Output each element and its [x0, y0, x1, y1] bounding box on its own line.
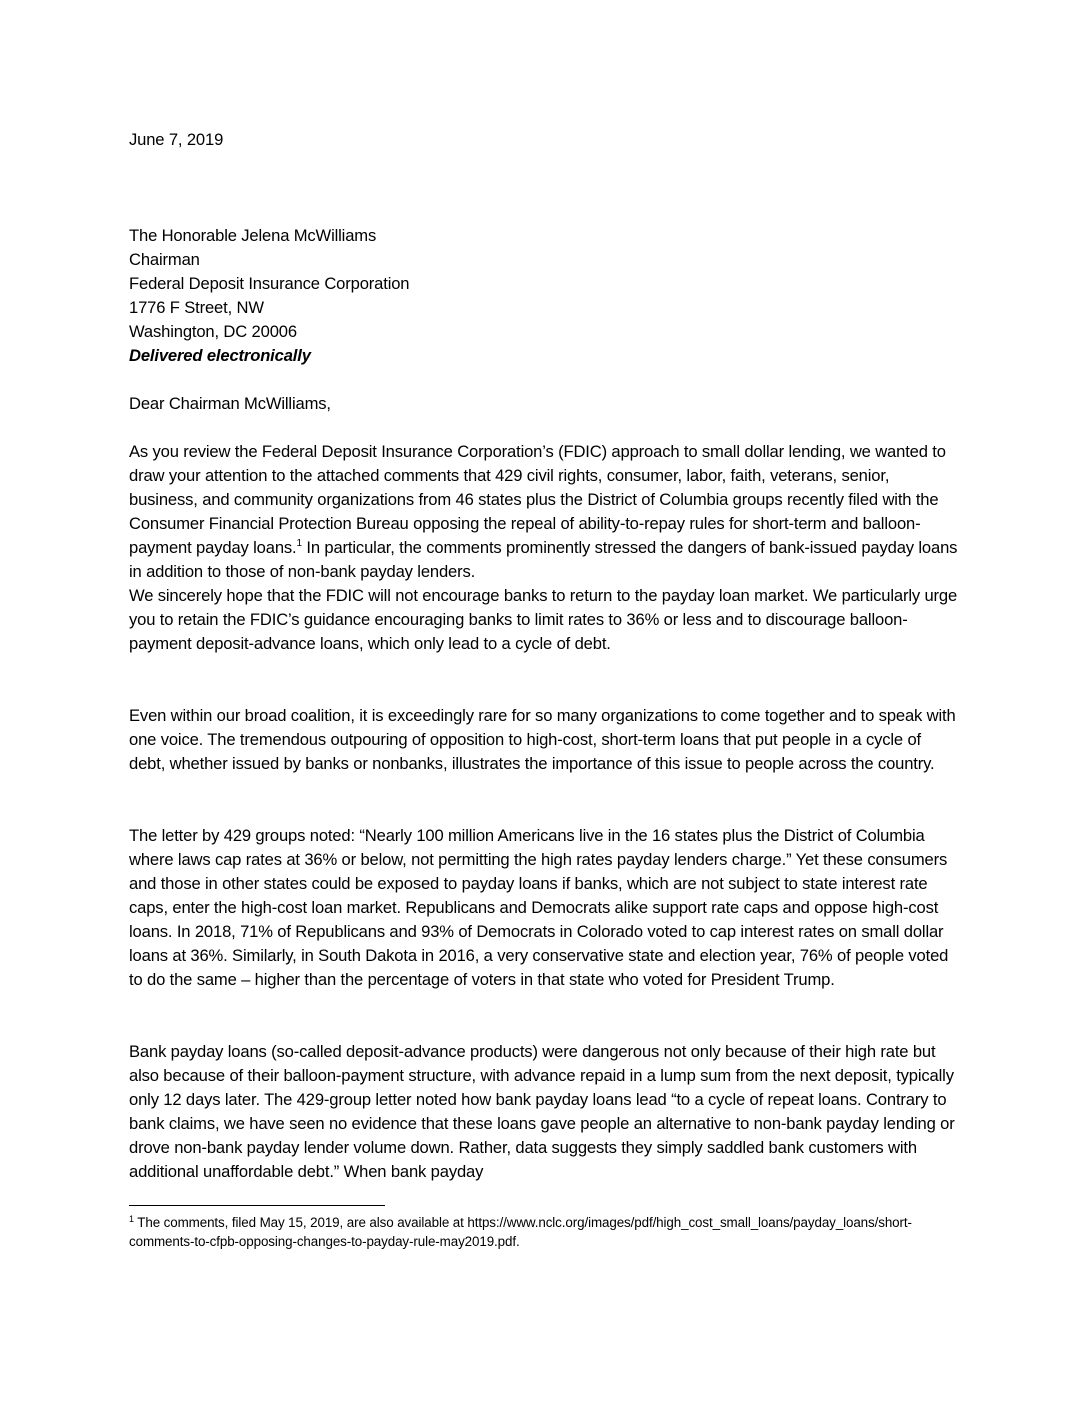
paragraph-4-text: The letter by 429 groups noted: “Nearly 100 million Americans live in the 16 states plus the District of Columbia where laws cap rates at 36% or below, not permitting the high rates payday lenders charge.” Yet these consumers and those in other states could be exposed to payday loans if banks, which are not subject to state interest rate caps, enter the high-cost loan market. Republicans and Democrats alike support rate caps and oppose high-cost loans. In 2018, 71% of Republicans and 93% of Democrats in Colorado voted to cap interest rates on small dollar loans at 36%. Similarly, in South Dakota in 2016, a very conservative state and election year, 76% of people voted to do the same – higher than the percentage of voters in that state who voted for President Trump. [129, 826, 949, 989]
recipient-address-block [129, 224, 959, 368]
delivery-method: Delivered electronically [129, 346, 311, 365]
footnote-reference-1: 1 [296, 538, 302, 549]
body-paragraph-2 [129, 584, 959, 656]
body-paragraph-5 [129, 1040, 959, 1184]
body-paragraph-3 [129, 704, 959, 776]
salutation: Dear Chairman McWilliams, [129, 394, 331, 413]
paragraph-5-text: Bank payday loans (so-called deposit-advance products) were dangerous not only because of their high rate but also because of their balloon-payment structure, with advance repaid in a lump sum from the next deposit, typically only 12 days later. The 429-group letter noted how bank payday loans lead “to a cycle of repeat loans. Contrary to bank claims, we have seen no evidence that these loans gave people an alternative to non-bank payday lending or drove non-bank payday lender volume down. Rather, data suggests they simply saddled bank customers with additional unaffordable debt.” When bank payday [129, 1042, 955, 1181]
letter-date: June 7, 2019 [129, 130, 224, 149]
paragraph-2-text: We sincerely hope that the FDIC will not encourage banks to return to the payday loan market. We particularly urge you to retain the FDIC’s guidance encouraging banks to limit rates to 36% or less and to discourage balloon-payment deposit-advance loans, which only lead to a cycle of debt. [129, 586, 958, 653]
body-paragraph-4 [129, 824, 959, 992]
paragraph-1-text-after-note: In particular, the comments prominently stressed the dangers of bank-issued payday loans in addition to those of non-bank payday lenders. [129, 538, 958, 581]
footnote-mark: 1 [129, 1214, 134, 1224]
recipient-street: 1776 F Street, NW [129, 298, 264, 317]
paragraph-3-text: Even within our broad coalition, it is exceedingly rare for so many organizations to come together and to speak with one voice. The tremendous outpouring of opposition to high-cost, short-term loans that put people in a cycle of debt, whether issued by banks or nonbanks, illustrates the importance of this issue to people across the country. [129, 706, 956, 773]
recipient-name: The Honorable Jelena McWilliams [129, 226, 377, 245]
footnote-separator [129, 1205, 385, 1206]
paragraph-1-text-before-note: As you review the Federal Deposit Insurance Corporation’s (FDIC) approach to small dollar lending, we wanted to draw your attention to the attached comments that 429 civil rights, consumer, labor, faith, veterans, senior, business, and community organizations from 46 states plus the District of Columbia groups recently filed with the Consumer Financial Protection Bureau opposing the repeal of ability-to-repay rules for short-term and balloon-payment payday loans. [129, 442, 946, 557]
recipient-organization: Federal Deposit Insurance Corporation [129, 274, 410, 293]
body-paragraph-1 [129, 440, 959, 584]
recipient-city: Washington, DC 20006 [129, 322, 297, 341]
footnote-1 [129, 1213, 959, 1251]
footnote-text: The comments, filed May 15, 2019, are also available at https://www.nclc.org/images/pdf/high_cost_small_loans/payday_loans/short-comments-to-cfpb-opposing-changes-to-payday-rule-may2019.pdf. [129, 1215, 912, 1249]
recipient-title: Chairman [129, 250, 200, 269]
